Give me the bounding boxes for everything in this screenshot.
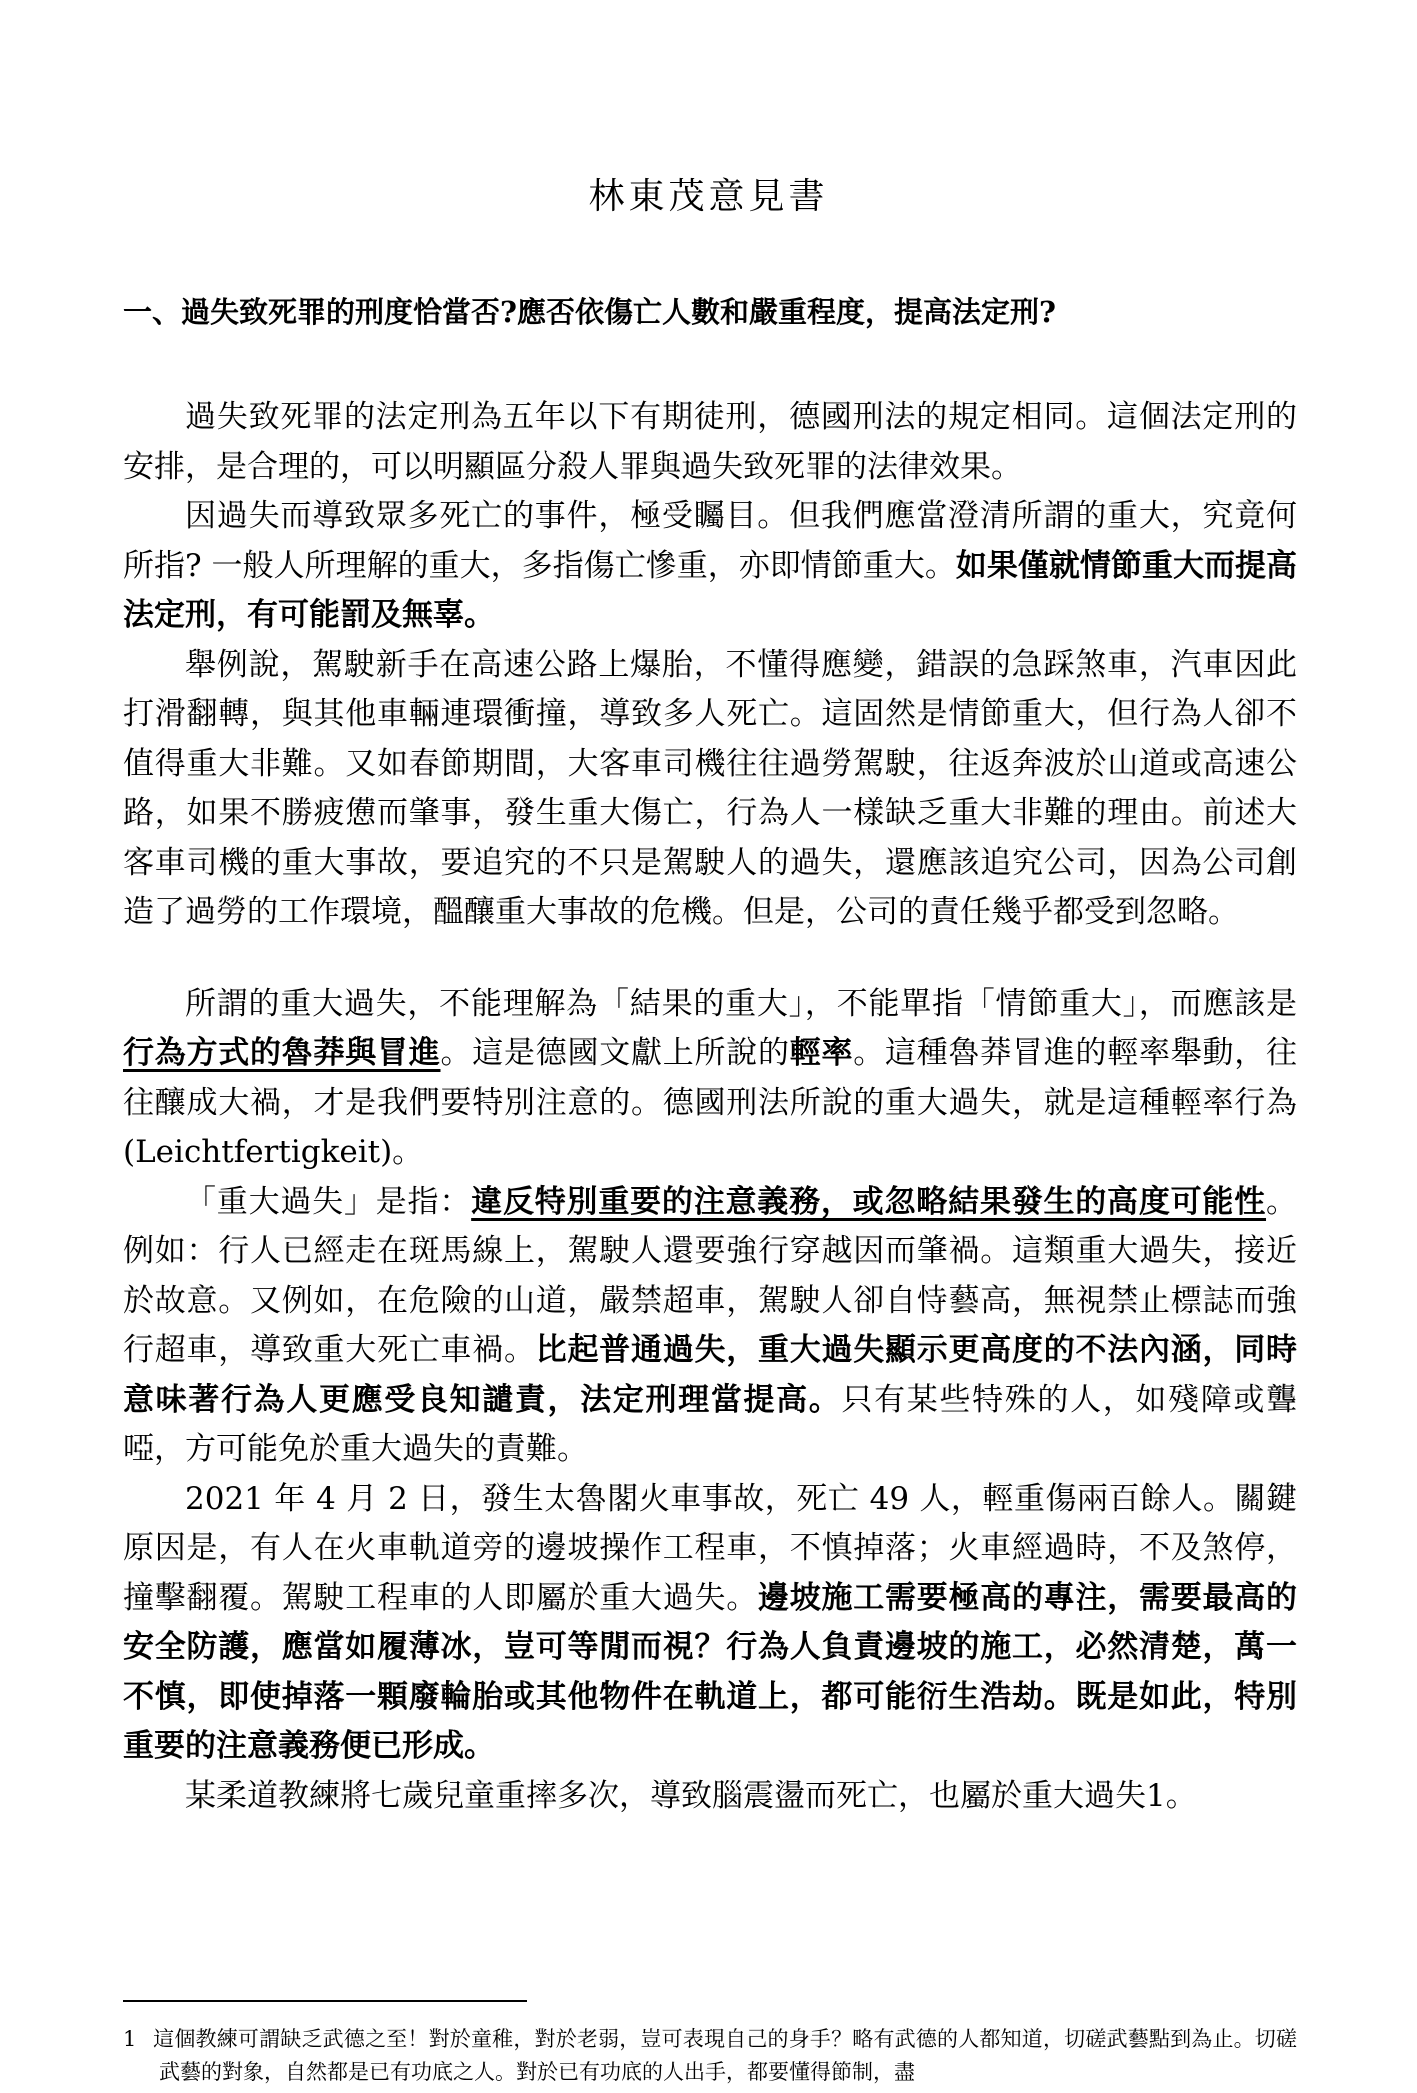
emphasized-text: 邊坡施工需要極高的專注，需要最高的安全防護，應當如履薄冰，豈可等閒而視？行為人負責邊坡的施工，必然清楚，萬一不慎，即使掉落一顆廢輪胎或其他物件在軌道上，都可能衍生浩劫。既是如此，特別重要的注意義務便已形成。 — [123, 1579, 1297, 1764]
footnote-text: 這個教練可謂缺乏武德之至！對於童稚，對於老弱，豈可表現自己的身手？略有武德的人都知道，切磋武藝點到為止。切磋武藝的對象，自然都是已有功底之人。對於已有功底的人出手，都要懂得節制，盡 — [153, 2027, 1297, 2084]
document-body — [123, 393, 1297, 1821]
paragraph-text: 。這是德國文獻上所說的 — [440, 1035, 790, 1071]
paragraph-text: 只有某些特殊的人，如殘障或聾啞，方可能免於重大過失的責難。 — [123, 1381, 1298, 1467]
paragraph — [123, 980, 1297, 1178]
paragraph — [123, 1772, 1297, 1822]
paragraph-text: 所謂的重大過失，不能理解為「結果的重大」，不能單指「情節重大」，而應該是 — [185, 985, 1297, 1022]
footnote-paragraph — [123, 2023, 1297, 2089]
underlined-text: 行為方式的魯莽與冒進 — [123, 1035, 441, 1071]
paragraph-text: 。例如：行人已經走在斑馬線上，駕駛人還要強行穿越因而肇禍。這類重大過失，接近於故意。又例如，在危險的山道，嚴禁超車，駕駛人卻自恃藝高，無視禁止標誌而強行超車，導致重大死亡車禍。 — [123, 1183, 1298, 1368]
paragraph — [123, 1475, 1297, 1772]
paragraph — [123, 492, 1297, 641]
paragraph-text: 。這種魯莽冒進的輕率舉動，往往釀成大禍，才是我們要特別注意的。德國刑法所說的重大過失，就是這種輕率行為(Leichtfertigkeit)。 — [123, 1035, 1297, 1170]
underlined-text: 違反特別重要的注意義務，或忽略結果發生的高度可能性 — [471, 1183, 1267, 1220]
footnote-divider — [123, 2000, 527, 2002]
section-heading: 一、過失致死罪的刑度恰當否?應否依傷亡人數和嚴重程度，提高法定刑? — [123, 295, 1056, 329]
paragraph-text: 2021 年 4 月 2 日，發生太魯閣火車事故，死亡 49 人，輕重傷兩百餘人。關鍵原因是，有人在火車軌道旁的邊坡操作工程車，不慎掉落；火車經過時，不及煞停，撞擊翻覆。駕駛工程車的人即屬於重大過失。 — [123, 1480, 1297, 1616]
document-title: 林東茂意見書 — [588, 176, 829, 217]
paragraph-text: 「重大過失」是指： — [185, 1183, 472, 1220]
footnote-number: 1 — [123, 2027, 137, 2051]
paragraph: 過失致死罪的法定刑為五年以下有期徒刑，德國刑法的規定相同。這個法定刑的安排，是合理的，可以明顯區分殺人罪與過失致死罪的法律效果。 — [123, 399, 1297, 485]
paragraph-text: 某柔道教練將七歲兒童重摔多次，導致腦震盪而死亡，也屬於重大過失 — [185, 1777, 1146, 1814]
emphasized-text: 輕率 — [789, 1035, 854, 1071]
emphasized-text: 比起普通過失，重大過失顯示更高度的不法內涵，同時意味著行為人更應受良知譴責，法定刑理當提高。 — [123, 1332, 1297, 1418]
paragraph: 舉例說，駕駛新手在高速公路上爆胎，不懂得應變，錯誤的急踩煞車，汽車因此打滑翻轉，與其他車輛連環衝撞，導致多人死亡。這固然是情節重大，但行為人卻不值得重大非難。又如春節期間，大客車司機往往過勞駕駛，往返奔波於山道或高速公路，如果不勝疲憊而肇事，發生重大傷亡，行為人一樣缺乏重大非難的理由。前述大客車司機的重大事故，要追究的不只是駕駛人的過失，還應該追究公司，因為公司創造了過勞的工作環境，醞釀重大事故的危機。但是，公司的責任幾乎都受到忽略。 — [123, 646, 1297, 930]
emphasized-text: 如果僅就情節重大而提高法定刑，有可能罰及無辜。 — [123, 547, 1297, 633]
footnote-reference[interactable]: 1 — [1146, 1777, 1166, 1814]
footnote — [123, 2023, 1297, 2089]
paragraph — [123, 1178, 1297, 1475]
paragraph-gap — [123, 938, 1297, 980]
paragraph-text: 。 — [1165, 1777, 1197, 1814]
paragraph-text: 因過失而導致眾多死亡的事件，極受矚目。但我們應當澄清所謂的重大，究竟何所指? 一般人所理解的重大，多指傷亡慘重，亦即情節重大。 — [123, 498, 1297, 584]
